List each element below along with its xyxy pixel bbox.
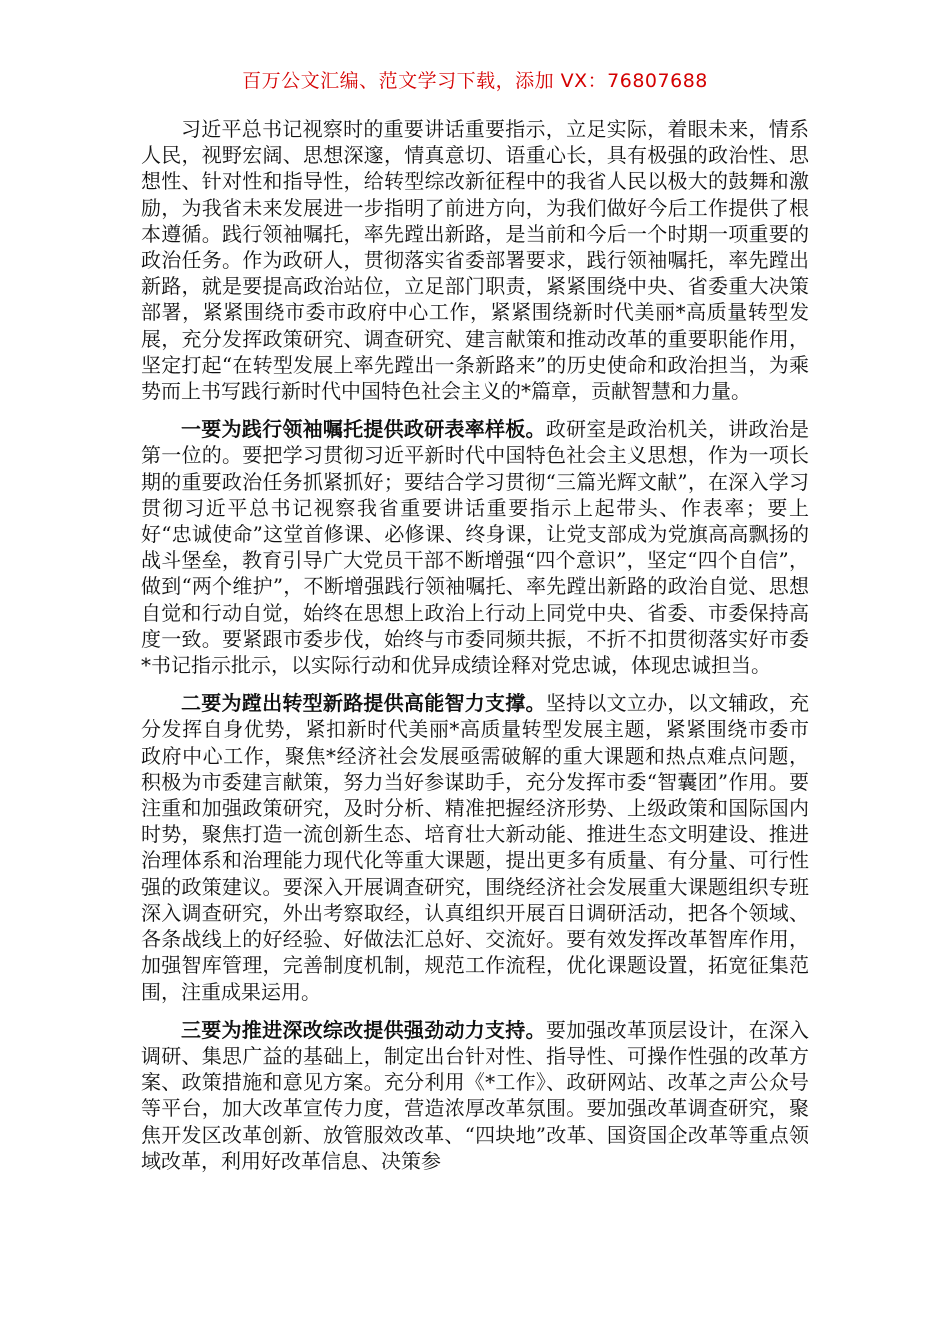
paragraph-point-two (141, 690, 809, 1004)
paragraph-intro (141, 116, 809, 404)
paragraph-point-one (141, 416, 809, 678)
paragraph-lead: 一要为践行领袖嘱托提供政研表率样板。 (181, 417, 546, 442)
paragraph-text: 习近平总书记视察时的重要讲话重要指示，立足实际，着眼未来，情系人民，视野宏阔、思想深邃，情真意切、语重心长，具有极强的政治性、思想性、针对性和指导性，给转型综改新征程中的我省人民以极大的鼓舞和激励，为我省未来发展进一步指明了前进方向，为我们做好今后工作提供了根本遵循。践行领袖嘱托，率先蹚出新路，是当前和今后一个时期一项重要的政治任务。作为政研人，贯彻落实省委部署要求，践行领袖嘱托，率先蹚出新路，就是要提高政治站位，立足部门职责，紧紧围绕中央、省委重大决策部署，紧紧围绕市委市政府中心工作，紧紧围绕新时代美丽*高质量转型发展，充分发挥政策研究、调查研究、建言献策和推动改革的重要职能作用，坚定打起“在转型发展上率先蹚出一条新路来”的历史使命和政治担当，为乘势而上书写践行新时代中国特色社会主义的*篇章，贡献智慧和力量。 (141, 117, 809, 404)
paragraph-lead: 二要为蹚出转型新路提供高能智力支撑。 (181, 691, 546, 716)
paragraph-lead: 三要为推进深改综改提供强劲动力支持。 (181, 1017, 546, 1042)
paragraph-text: 坚持以文立办，以文辅政，充分发挥自身优势，紧扣新时代美丽*高质量转型发展主题，紧紧围绕市委市政府中心工作，聚焦*经济社会发展亟需破解的重大课题和热点难点问题，积极为市委建言献策，努力当好参谋助手，充分发挥市委“智囊团”作用。要注重和加强政策研究，及时分析、精准把握经济形势、上级政策和国际国内时势，聚焦打造一流创新生态、培育壮大新动能、推进生态文明建设、推进治理体系和治理能力现代化等重大课题，提出更多有质量、有分量、可行性强的政策建议。要深入开展调查研究，围绕经济社会发展重大课题组织专班深入调查研究，外出考察取经，认真组织开展百日调研活动，把各个领域、各条战线上的好经验、好做法汇总好、交流好。要有效发挥改革智库作用，加强智库管理，完善制度机制，规范工作流程，优化课题设置，拓宽征集范围，注重成果运用。 (141, 691, 810, 1004)
watermark-header: 百万公文汇编、范文学习下载，添加 VX：76807688 (242, 70, 708, 92)
document-body (141, 116, 809, 1186)
paragraph-text: 政研室是政治机关，讲政治是第一位的。要把学习贯彻习近平新时代中国特色社会主义思想，作为一项长期的重要政治任务抓紧抓好；要结合学习贯彻“三篇光辉文献”，在深入学习贯彻习近平总书记视察我省重要讲话重要指示上起带头、作表率；要上好“忠诚使命”这堂首修课、必修课、终身课，让党支部成为党旗高高飘扬的战斗堡垒，教育引导广大党员干部不断增强“四个意识”，坚定“四个自信”，做到“两个维护”，不断增强践行领袖嘱托、率先蹚出新路的政治自觉、思想自觉和行动自觉，始终在思想上政治上行动上同党中央、省委、市委保持高度一致。要紧跟市委步伐，始终与市委同频共振，不折不扣贯彻落实好市委*书记指示批示，以实际行动和优异成绩诠释对党忠诚，体现忠诚担当。 (141, 417, 810, 678)
paragraph-point-three (141, 1017, 809, 1174)
paragraph-text: 要加强改革顶层设计，在深入调研、集思广益的基础上，制定出台针对性、指导性、可操作性强的改革方案、政策措施和意见方案。充分利用《*工作》、政研网站、改革之声公众号等平台，加大改革宣传力度，营造浓厚改革氛围。要加强改革调查研究，聚焦开发区改革创新、放管服效改革、“四块地”改革、国资国企改革等重点领域改革，利用好改革信息、决策参 (141, 1017, 810, 1173)
